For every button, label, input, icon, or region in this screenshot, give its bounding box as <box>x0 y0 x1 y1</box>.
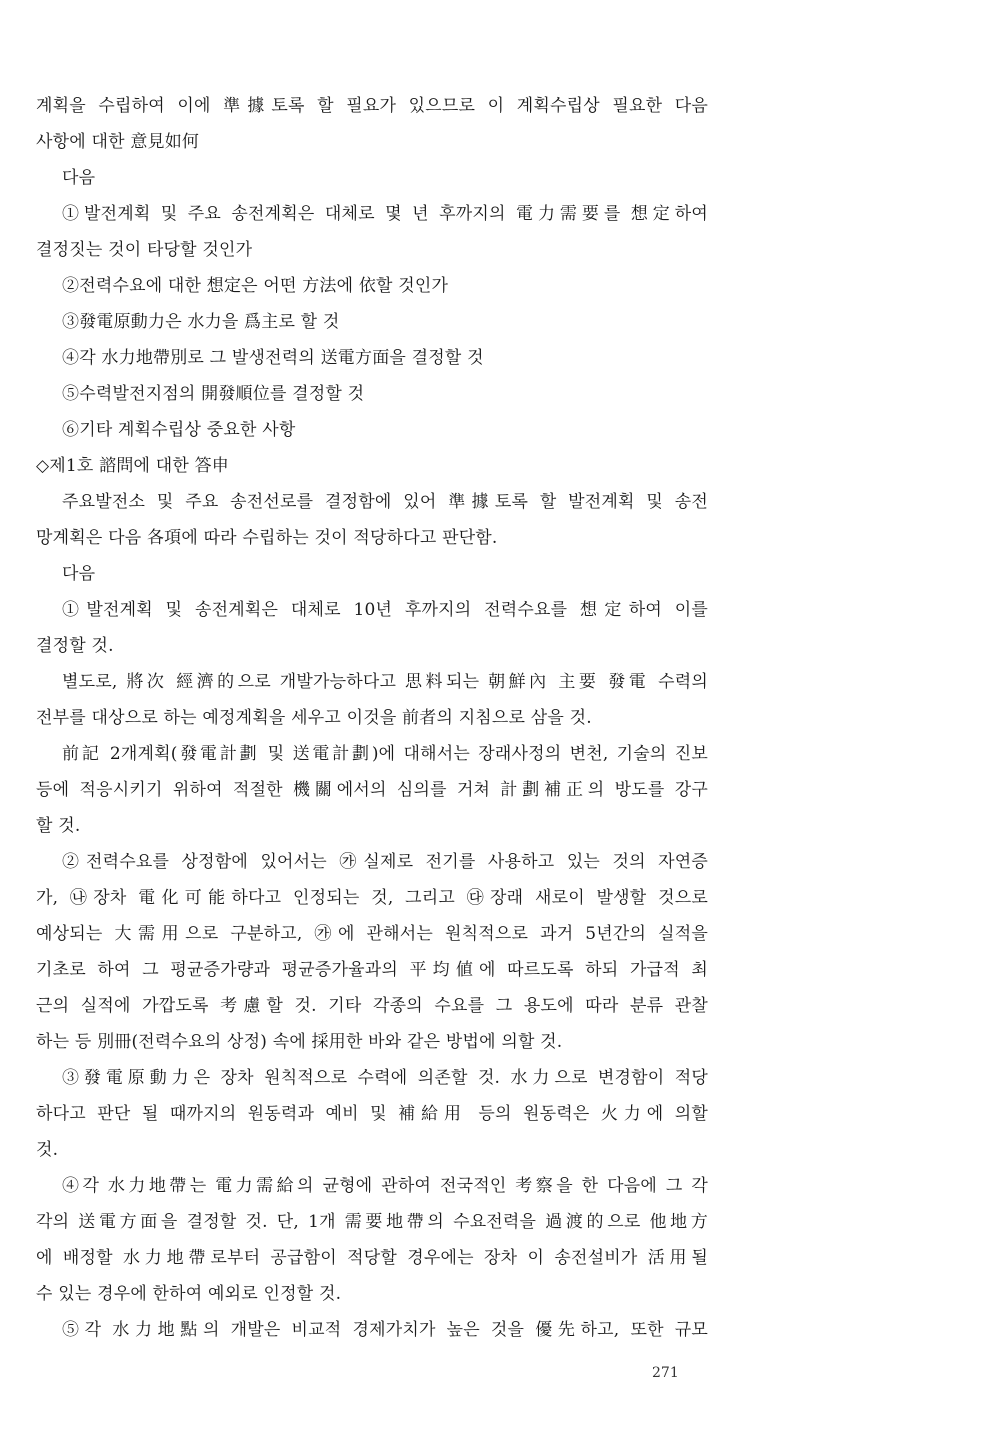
text-line: 다음 <box>62 564 96 584</box>
text-line: 근의 실적에 가깝도록 考慮할 것. 기타 각종의 수요를 그 용도에 따라 분류 관찰 <box>36 996 708 1016</box>
text-line: 예상되는 大需用으로 구분하고, ㉮에 관해서는 원칙적으로 과거 5년간의 실적을 <box>36 924 708 944</box>
text-line: ⑤수력발전지점의 開發順位를 결정할 것 <box>62 384 365 404</box>
text-line: ④각 水力地帶는 電力需給의 균형에 관하여 전국적인 考察을 한 다음에 그 각 <box>62 1176 708 1196</box>
text-line: 별도로, 將次 經濟的으로 개발가능하다고 思料되는 朝鮮內 主要 發電 수력의 <box>62 672 708 692</box>
text-line: 주요발전소 및 주요 송전선로를 결정함에 있어 準據토록 할 발전계획 및 송전 <box>62 492 708 512</box>
text-line: ②전력수요에 대한 想定은 어떤 方法에 依할 것인가 <box>62 276 449 296</box>
text-line: 망계획은 다음 各項에 따라 수립하는 것이 적당하다고 판단함. <box>36 528 498 548</box>
text-line: ④각 水力地帶別로 그 발생전력의 送電方面을 결정할 것 <box>62 348 484 368</box>
text-line: ②전력수요를 상정함에 있어서는 ㉮실제로 전기를 사용하고 있는 것의 자연증 <box>62 852 708 872</box>
text-line: ③發電原動力은 장차 원칙적으로 수력에 의존할 것. 水力으로 변경함이 적당 <box>62 1068 708 1088</box>
text-line: 등에 적응시키기 위하여 적절한 機關에서의 심의를 거쳐 計劃補正의 방도를 강구 <box>36 780 708 800</box>
text-line: ◇제1호 諮問에 대한 答申 <box>36 456 230 476</box>
text-line: 할 것. <box>36 816 81 836</box>
text-line: 결정짓는 것이 타당할 것인가 <box>36 240 253 260</box>
text-line: 각의 送電方面을 결정할 것. 단, 1개 需要地帶의 수요전력을 過渡的으로 他地方 <box>36 1212 708 1232</box>
text-line: ⑤각 水力地點의 개발은 비교적 경제가치가 높은 것을 優先하고, 또한 규모 <box>62 1320 708 1340</box>
text-line: 기초로 하여 그 평균증가량과 평균증가율과의 平均値에 따르도록 하되 가급적 최 <box>36 960 708 980</box>
document-body <box>36 88 708 1348</box>
text-line: 하는 등 別冊(전력수요의 상정) 속에 採用한 바와 같은 방법에 의할 것. <box>36 1032 563 1052</box>
text-line: ⑥기타 계획수립상 중요한 사항 <box>62 420 296 440</box>
text-line: 것. <box>36 1140 59 1160</box>
text-line: 사항에 대한 意見如何 <box>36 132 200 152</box>
text-line: 다음 <box>62 168 96 188</box>
text-line: 前記 2개계획(發電計劃 및 送電計劃)에 대해서는 장래사정의 변천, 기술의 진보 <box>62 744 708 764</box>
text-line: 하다고 판단 될 때까지의 원동력과 예비 및 補給用 등의 원동력은 火力에 의할 <box>36 1104 708 1124</box>
page-number: 271 <box>652 1365 679 1381</box>
text-line: 수 있는 경우에 한하여 예외로 인정할 것. <box>36 1284 342 1304</box>
text-line: 결정할 것. <box>36 636 114 656</box>
text-line: 에 배정할 水力地帶로부터 공급함이 적당할 경우에는 장차 이 송전설비가 活用될 <box>36 1248 708 1268</box>
text-line: ①발전계획 및 주요 송전계획은 대체로 몇 년 후까지의 電力需要를 想定하여 <box>62 204 708 224</box>
text-line: ③發電原動力은 水力을 爲主로 할 것 <box>62 312 340 332</box>
text-line: 전부를 대상으로 하는 예정계획을 세우고 이것을 前者의 지침으로 삼을 것. <box>36 708 592 728</box>
text-line: 가, ㉯장차 電化可能하다고 인정되는 것, 그리고 ㉰장래 새로이 발생할 것으로 <box>36 888 708 908</box>
text-line: 계획을 수립하여 이에 準據토록 할 필요가 있으므로 이 계획수립상 필요한 다음 <box>36 96 708 116</box>
text-line: ①발전계획 및 송전계획은 대체로 10년 후까지의 전력수요를 想定하여 이를 <box>62 600 708 620</box>
